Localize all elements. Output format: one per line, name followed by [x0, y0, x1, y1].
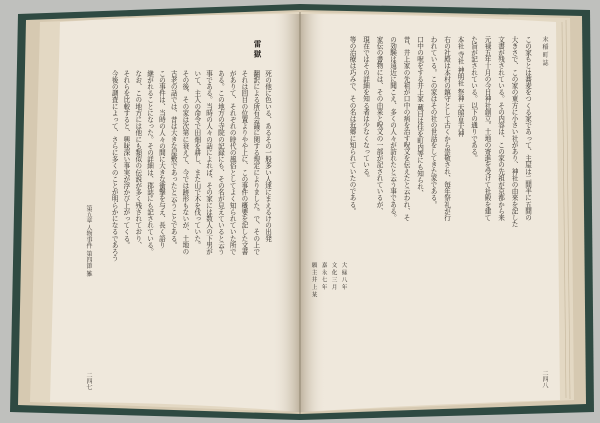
- text-column: 継がれることになった。その詳細は、郡誌にも記されている。: [145, 70, 154, 255]
- text-column: この家もとは蕎麦をつくる家であって、主屋は二間半に五間の: [523, 36, 532, 221]
- text-column: それは回目の位置よりやや上に、この事件の概要を記した文書: [239, 70, 248, 255]
- text-column: その後、その家は次第に衰えて、今では跡形もないが、土地の: [180, 70, 189, 255]
- text-column: なお、この地方には他にも類似の伝説が多く残されており、: [133, 70, 142, 249]
- text-column: ある。この地方の寺院の記録にも、その名が見えていると云う: [216, 70, 225, 255]
- text-column: 口中の呪をする井上家 蔵目は佳を町内等にも知られ、: [415, 36, 424, 197]
- left-running-head: 第五章 人物事件 第四節 雑: [85, 205, 92, 277]
- text-column: われている。この家はその社の世話をしてきた家である。: [429, 36, 438, 208]
- text-column: 等の治療は巧みで、その名は近郷に知られていたのである。: [348, 36, 357, 215]
- left-page-number: 二四七: [85, 372, 92, 390]
- text-column: た旨が記されている。以下の通りである。: [469, 36, 478, 162]
- text-column: がありて、それぞれの時代の風俗としてよく知られていた所で: [228, 70, 237, 255]
- gutter-shadow-left: [272, 14, 300, 412]
- text-column: 昔、井上家の先祖が口中の病を治す呪文を伝えたと云われ、そ: [402, 36, 411, 221]
- text-column: 大 緑 八 年: [340, 262, 347, 290]
- text-column: 右の社殿は本村の鎮守として古くから崇敬され、毎年祭礼が行: [442, 36, 451, 221]
- right-running-head: 末 稲 町 誌: [541, 36, 548, 66]
- text-column: いて、主人の命令で田畑を耕し、また山で木を伐っていた。: [192, 70, 201, 249]
- text-column: 古老の話では、昔は大きな屋敷であったと云うことである。: [169, 70, 178, 249]
- text-column: 死の他に色いる、あるその一般多い人達にまえるけの出発: [263, 70, 272, 242]
- text-column: 事である。当時の人々の話によれば、その家には数人の下男が: [204, 70, 213, 255]
- text-column: の効験は遠近に聞こえ、多くの人々が訪れたと云う事である。: [388, 36, 397, 221]
- text-column: 願 主 井 上 某: [310, 262, 317, 298]
- right-page-number: 二四八: [541, 370, 548, 388]
- text-column: 今後の調査によって、さらに多くのことが明らかになるであろう: [110, 70, 119, 262]
- text-column: 嘉 永 七 年: [320, 262, 327, 290]
- text-column: 翻訳による所有会議に関する規定によりました。で、その上で: [251, 70, 260, 255]
- gutter-shadow-right: [300, 14, 326, 412]
- text-column: 大きさで、この家の東方に小さい社があり、神社の由来を記した: [510, 36, 519, 228]
- text-column: それらを比較すると、興味深い事実が浮かび上がってくる。: [121, 70, 130, 249]
- text-column: 家伝の書物には、その由来と呪文の一部が記されているが、: [375, 36, 384, 215]
- text-column: 本社 寺社 神明社 祭神 天照皇大神: [456, 36, 465, 137]
- left-section-heading: 雷 獄: [253, 40, 262, 58]
- text-column: 元禄五年十月の今日神社創立。土地の寄進を受けて社殿を建て: [483, 36, 492, 221]
- text-column: この事件は、当時の人々の間に大きな衝撃を与え、長く語り: [157, 70, 166, 249]
- text-column: 現在ではその詳細を知る者は少なくなっている。: [361, 36, 370, 182]
- text-column: 文 化 三 月: [330, 262, 337, 290]
- text-column: 文書が残されている。その内容は、この家の先祖が京都から来: [496, 36, 505, 221]
